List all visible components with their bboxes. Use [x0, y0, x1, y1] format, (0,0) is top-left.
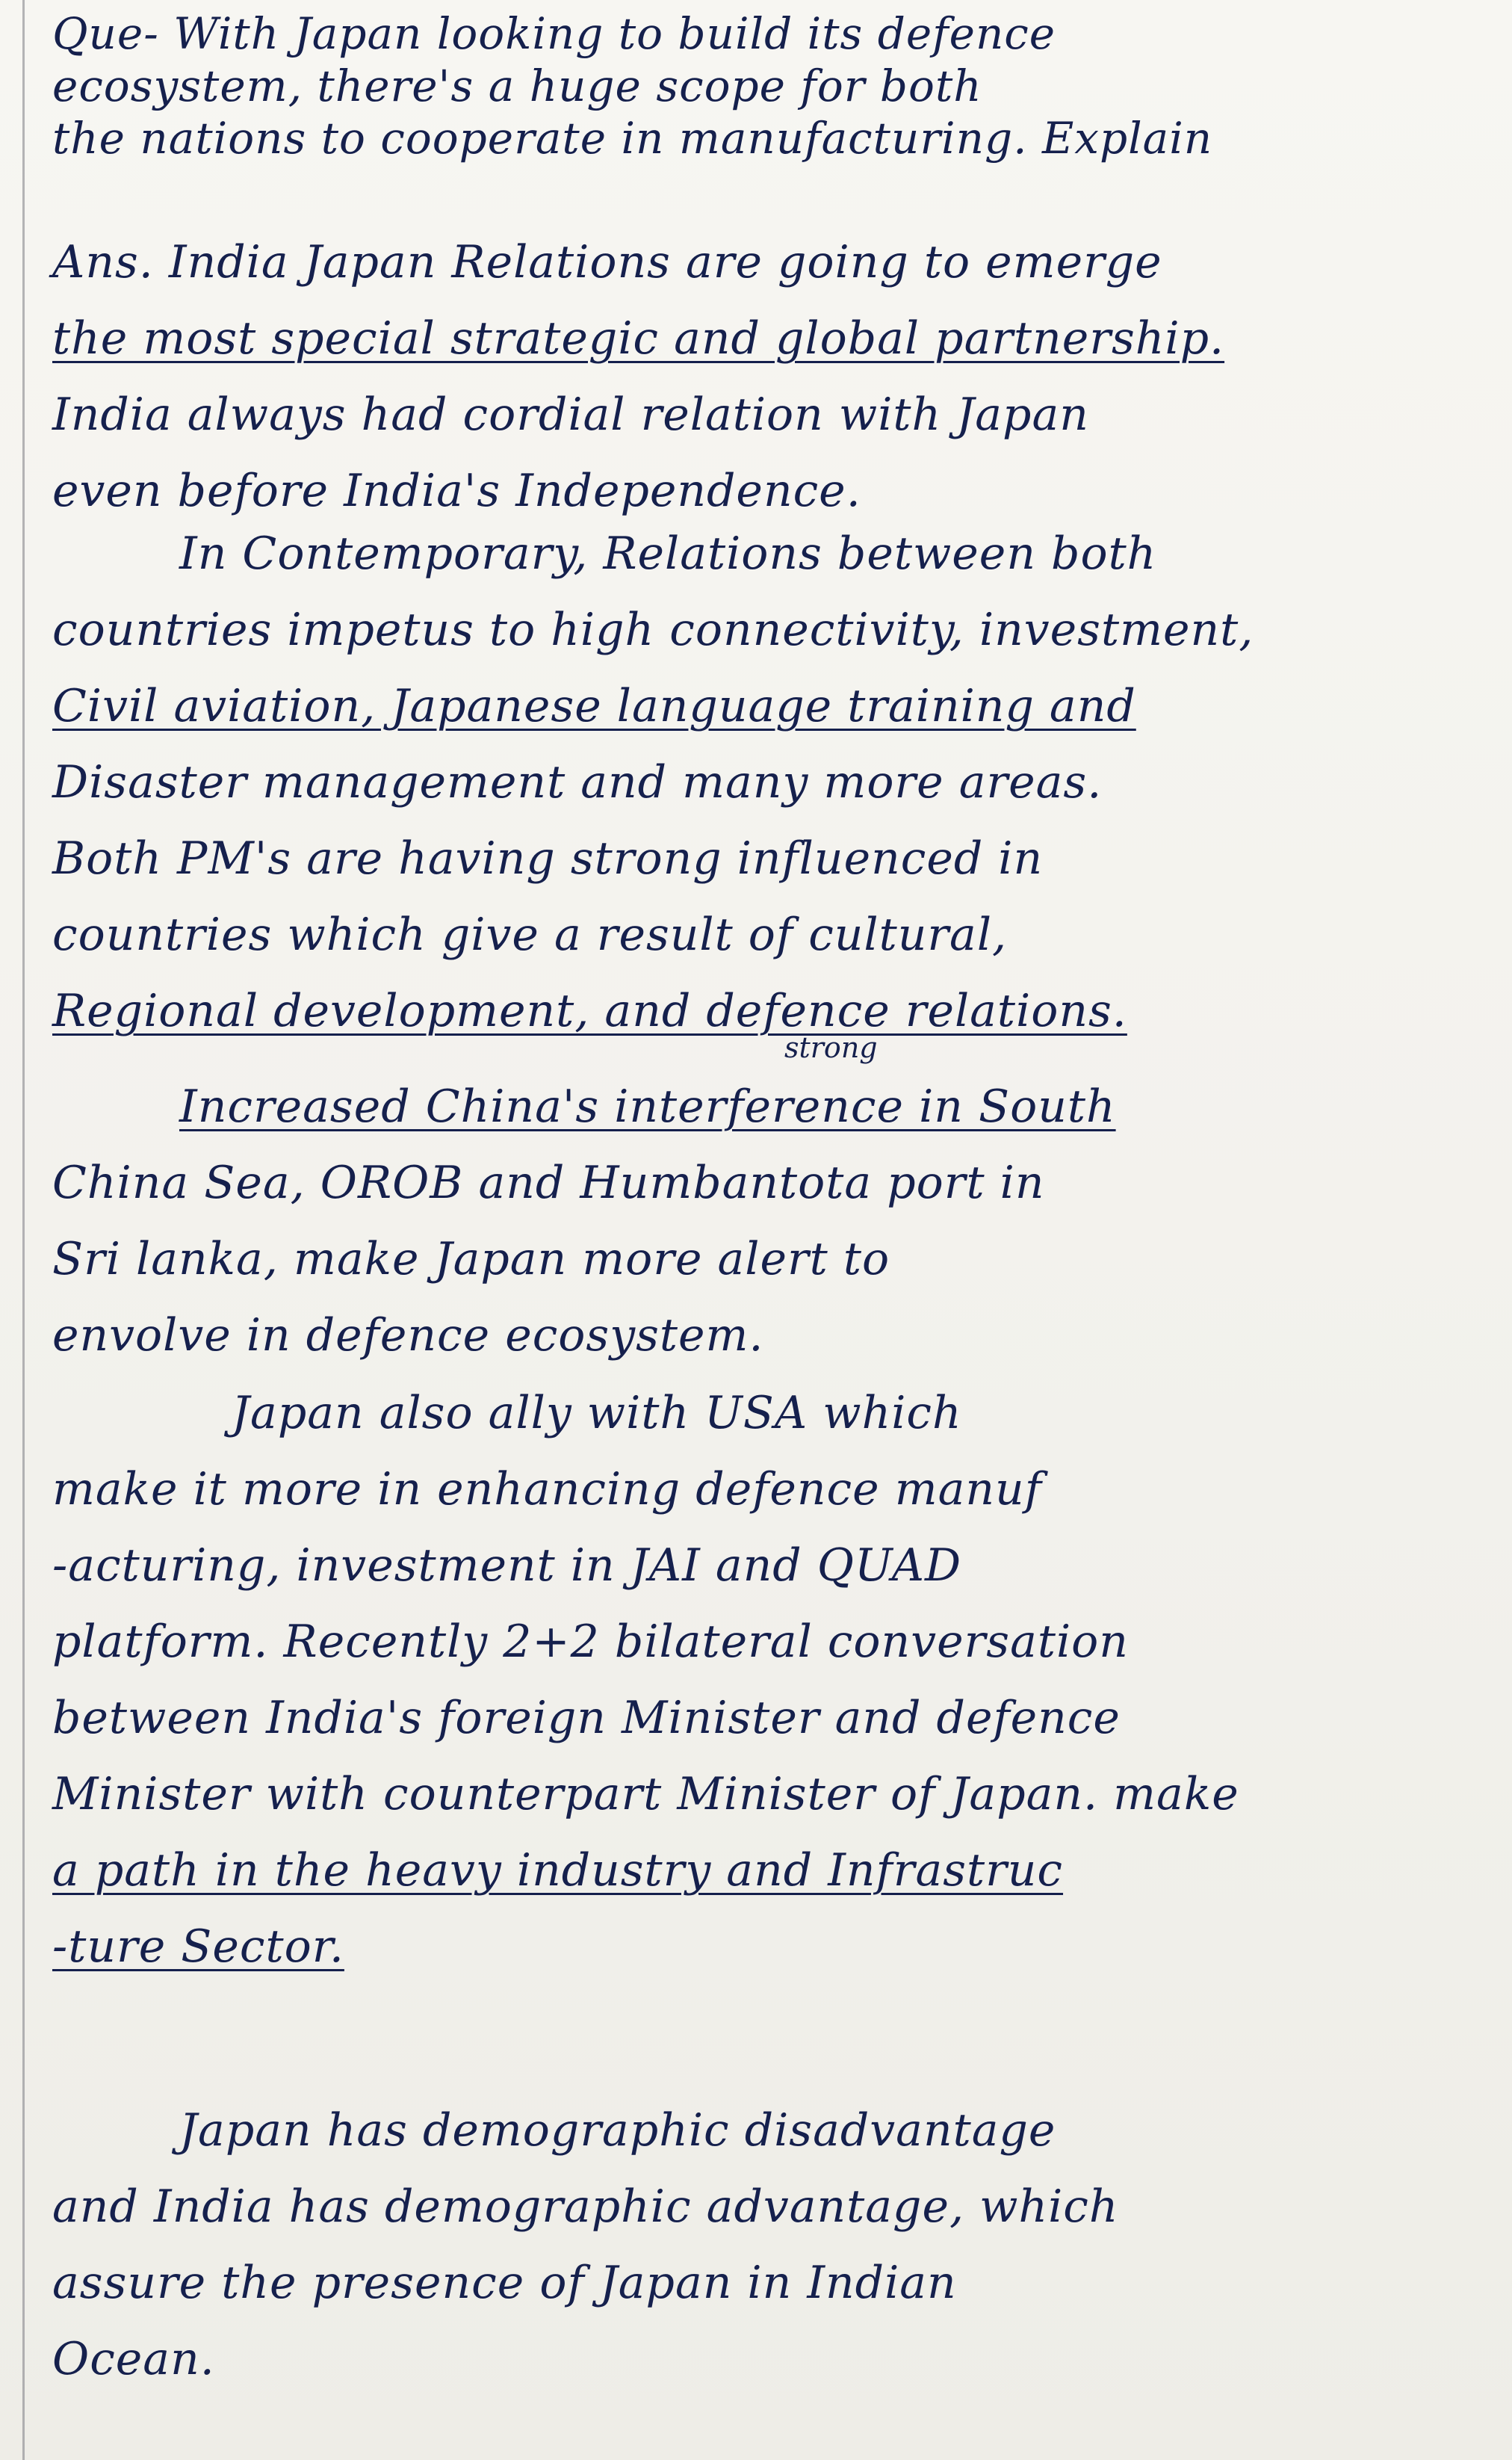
- answer-line: Both PM's are having strong influenced in: [52, 832, 1044, 885]
- answer-line: a path in the heavy industry and Infrastruc: [52, 1844, 1064, 1897]
- answer-paragraph-2: [52, 516, 1482, 1064]
- answer-line: the most special strategic and global partnership.: [52, 312, 1225, 365]
- answer-line: India always had cordial relation with Japan: [52, 389, 1089, 441]
- answer-line: Regional development, and defence relations.: [52, 985, 1127, 1037]
- answer-line: Japan also ally with USA which: [232, 1387, 962, 1439]
- answer-line: between India's foreign Minister and defence: [52, 1692, 1121, 1744]
- question-block: [52, 7, 1482, 164]
- answer-line: China Sea, OROB and Humbantota port in: [52, 1157, 1045, 1209]
- answer-line: Minister with counterpart Minister of Japan. make: [52, 1768, 1239, 1820]
- answer-line: Civil aviation, Japanese language training and: [52, 680, 1136, 732]
- answer-line: Disaster management and many more areas.: [52, 756, 1103, 809]
- answer-line: countries which give a result of cultural,: [52, 909, 1008, 961]
- answer-line: -acturing, investment in JAI and QUAD: [52, 1539, 962, 1592]
- answer-line: envolve in defence ecosystem.: [52, 1309, 764, 1362]
- answer-paragraph-3: [52, 1069, 1482, 1373]
- answer-line: In Contemporary, Relations between both: [179, 528, 1157, 580]
- margin-line: [22, 0, 25, 2460]
- answer-paragraph-1: [52, 224, 1482, 529]
- answer-line: make it more in enhancing defence manuf: [52, 1463, 1042, 1515]
- answer-paragraph-4: [52, 1375, 1482, 1985]
- answer-line: Sri lanka, make Japan more alert to: [52, 1233, 890, 1285]
- inserted-word: strong: [784, 1031, 878, 1064]
- answer-line: Ocean.: [52, 2333, 215, 2385]
- answer-line: even before India's Independence.: [52, 465, 861, 517]
- question-line: Que- With Japan looking to build its defence: [52, 8, 1056, 59]
- answer-line: -ture Sector.: [52, 1920, 344, 1973]
- answer-line: and India has demographic advantage, which: [52, 2181, 1119, 2233]
- answer-line: countries impetus to high connectivity, investment,: [52, 604, 1254, 656]
- answer-line: platform. Recently 2+2 bilateral conversation: [52, 1616, 1129, 1668]
- question-line: the nations to cooperate in manufacturing. Explain: [52, 113, 1213, 164]
- answer-line: assure the presence of Japan in Indian: [52, 2257, 957, 2309]
- answer-line: Ans. India Japan Relations are going to emerge: [52, 236, 1162, 288]
- answer-line: Japan has demographic disadvantage: [179, 2104, 1056, 2157]
- question-line: ecosystem, there's a huge scope for both: [52, 61, 982, 111]
- answer-paragraph-5: [52, 2092, 1482, 2397]
- answer-line: Increased China's interference in South: [179, 1081, 1116, 1133]
